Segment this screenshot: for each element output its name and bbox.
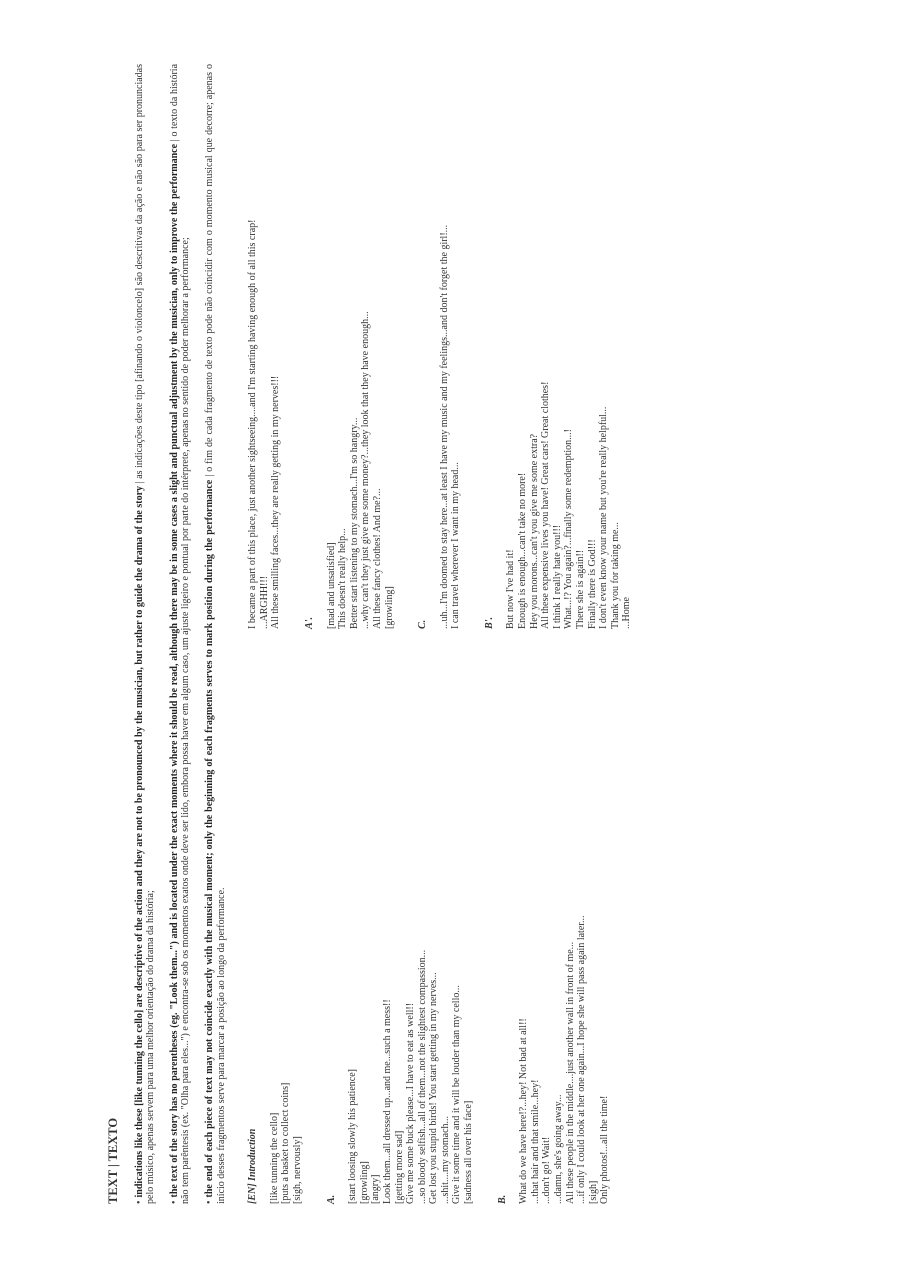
story-line: Look them...all dressed up...and me...such a mess!!	[381, 999, 393, 1204]
story-line: Enough is enough...can't take no more!	[517, 472, 529, 629]
story-line: ...uh...I'm doomed to stay here...at least I have my music and my feelings...and don't forget the girl!...	[438, 224, 450, 629]
story-line: I think I really hate you!!!	[551, 524, 563, 629]
story-line: ...why can't they just give me some money?...they look that they have enough...	[360, 311, 372, 629]
story-line: Get lost you stupid birds! You start getting in my nerves...	[428, 972, 440, 1204]
story-line: I can travel wherever I want in my head...	[450, 462, 462, 629]
left-column	[247, 644, 633, 1204]
note-pt-3: | o fim de cada fragmento de texto pode não coincidir com o momento musical que decorre; apenas o início desses fragmentos serve para marcar a posição ao longo da performance.	[203, 64, 227, 1204]
story-line: All these expensive lives you have! Great cars! Great clothes!	[540, 381, 552, 629]
story-line: [sigh]	[587, 1180, 599, 1204]
bullet-dot-icon: •	[203, 1200, 215, 1204]
section-title: B'.	[483, 617, 495, 629]
story-line: This doesn't really help...	[337, 528, 349, 629]
section-title: [EN] Introduction	[247, 1128, 259, 1204]
story-line: [puts a basket to collect coins]	[280, 1082, 292, 1204]
note-bullet-3	[204, 64, 227, 1204]
story-line: [start loosing slowly his patience]	[347, 1069, 359, 1204]
section-title: A.	[325, 1194, 337, 1204]
story-line: There she is again!!	[575, 549, 587, 629]
story-line: [angry]	[370, 1174, 382, 1204]
story-line: Give it some time and it will be louder than my cello...	[451, 985, 463, 1204]
story-line: But now I've had it!	[505, 549, 517, 629]
left-section-0	[247, 644, 303, 1204]
note-en-2: the text of the story has no parentheses (eg. "Look them...") and is located under the exact moments where it should be read, although there may be in some cases a slight and punctual adjustment by the musician, only to improve the performance	[168, 143, 180, 1198]
story-line: ...that hair and that smile...hey!	[529, 1079, 541, 1204]
section-title: A'.	[303, 617, 315, 629]
story-line: ...shit....my stomach...	[439, 1115, 451, 1204]
story-line: What do we have here!?...hey! Not bad at all!!	[518, 1018, 530, 1204]
document-content	[108, 64, 807, 1204]
story-line: All these people in the middle....just another wall in front of me...	[564, 941, 576, 1204]
story-line: Thank you for taking me...	[609, 522, 621, 629]
section-title: B.	[496, 1194, 508, 1204]
right-section-3	[484, 69, 633, 629]
story-line: ...ARGHH!!!	[258, 575, 270, 629]
story-line: [growling]	[358, 1161, 370, 1204]
note-en-3: the end of each piece of text may not coincide exactly with the musical moment; only the beginning of each fragments serves to mark position during the performance	[203, 479, 215, 1198]
right-column	[247, 69, 655, 629]
note-bullet-2	[169, 64, 192, 1204]
section-title: C.	[417, 619, 429, 629]
right-section-2	[417, 69, 462, 629]
story-line: Finally there is God!!!	[586, 539, 598, 629]
story-line: What...!? You again?...finally some redemption...!	[563, 429, 575, 629]
story-line: Hey you morons...can't you give me some extra?	[528, 433, 540, 629]
note-bullet-1	[134, 64, 157, 1204]
story-line: [sigh, nervously]	[291, 1136, 303, 1204]
left-section-1	[326, 644, 475, 1204]
story-line: [like tunning the cello]	[268, 1112, 280, 1204]
right-section-1	[304, 69, 395, 629]
right-section-0	[247, 69, 282, 629]
story-line: ...Home	[621, 597, 633, 629]
story-line: Give me some buck please...I have to eat as well!!	[405, 1002, 417, 1204]
left-section-2	[497, 644, 611, 1204]
note-pt-1: | as indicações deste tipo [afinando o violoncelo] são descritivas da ação e não são para ser pronunciadas pelo músico, apenas servem para uma melhor orientação do drama da história;	[133, 63, 157, 1204]
story-line: ...damn, she's going away...	[553, 1094, 565, 1204]
story-line: Better start listening to my stomach...I'm so hangry...	[348, 417, 360, 629]
story-line: [getting more sad]	[393, 1130, 405, 1204]
story-line: [growling]	[383, 586, 395, 629]
note-en-1: indications like these [like tunning the cello] are descriptive of the action and they are not to be pronounced by the musician, but rather to guide the drama of the story	[133, 485, 145, 1198]
story-line: [sadness all over his face]	[463, 1100, 475, 1204]
story-line: I don't even know your name but you're really helpful...	[598, 406, 610, 629]
story-line: [mad and unsatisfied]	[325, 542, 337, 629]
bullet-dot-icon: •	[168, 1200, 180, 1204]
story-line: ...if only I could look at her one again...I hope she will pass again later...	[576, 915, 588, 1204]
story-line: All these fancy clothes! And me?...	[371, 488, 383, 629]
note-pt-2: | o texto da história não tem parêntesis (ex. "Olha para eles...") e encontra-se sob os momentos exatos onde deve ser lido, embora possa haver em algum caso, um ajuste ligeiro e pontual por parte do intérprete, apenas no sentido de poder melhorar a performance;	[168, 63, 192, 1204]
bullet-dot-icon: •	[133, 1200, 145, 1204]
story-line: I became a part of this place, just another sightseeing....and I'm starting having enough of all this crap!	[247, 219, 259, 629]
story-line: All these smilling faces...they are really getting in my nerves!!!	[270, 375, 282, 629]
story-line: ...so bloody selfish...all of them...not the slightest compassion...	[416, 949, 428, 1204]
story-line: ...don't go! Wait!	[541, 1136, 553, 1204]
story-columns	[247, 64, 807, 1204]
document-title: TEXT | TEXTO	[106, 1117, 120, 1204]
story-line: Only photos!...all the time!	[599, 1095, 611, 1204]
